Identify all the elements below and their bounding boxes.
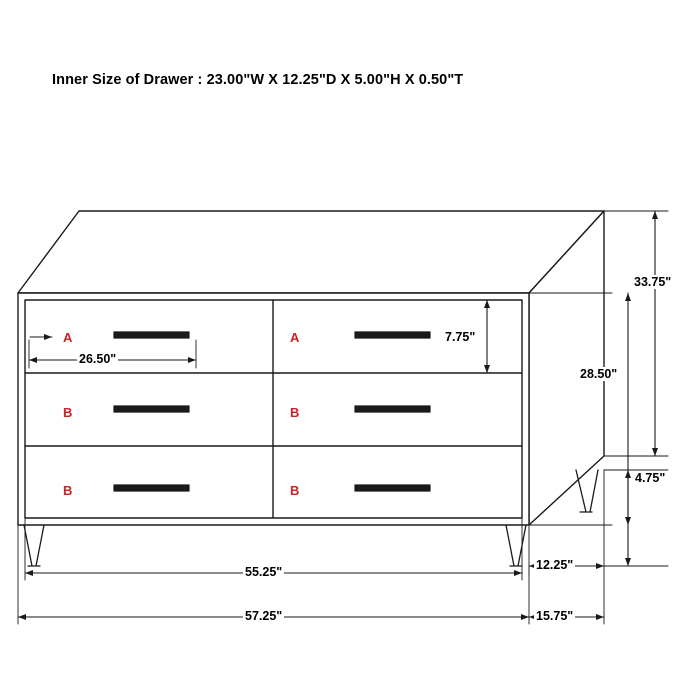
dim-total-width: 57.25" <box>245 609 283 623</box>
drawer-label-b-bottom-left: B <box>63 483 73 498</box>
dim-total-height: 33.75" <box>634 275 672 289</box>
dim-case-height: 28.50" <box>580 367 618 381</box>
page-title: Inner Size of Drawer : 23.00"W X 12.25"D X 5.00"H X 0.50"T <box>52 72 464 88</box>
drawer-label-a-right: A <box>290 330 300 345</box>
dim-drawer-width: 26.50" <box>79 352 117 366</box>
drawer-label-b-bottom-right: B <box>290 483 300 498</box>
dim-total-depth: 15.75" <box>536 609 574 623</box>
drawer-label-b-mid-right: B <box>290 405 300 420</box>
dim-case-depth: 12.25" <box>536 558 574 572</box>
dim-case-width: 55.25" <box>245 565 283 579</box>
dim-leg-height: 4.75" <box>635 471 666 485</box>
top-surface <box>18 211 604 293</box>
dim-drawer-height: 7.75" <box>445 330 476 344</box>
drawer-label-b-mid-left: B <box>63 405 73 420</box>
drawer-label-a-left: A <box>63 330 73 345</box>
